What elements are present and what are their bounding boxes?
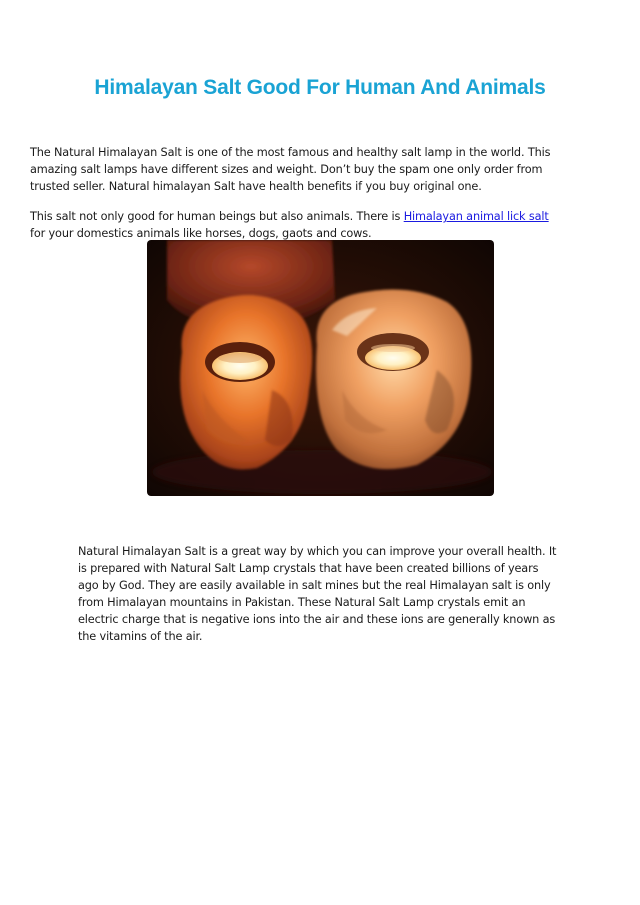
- health-paragraph: Natural Himalayan Salt is a great way by which you can improve your overall health. It is prepared with Natural Salt Lamp crystals that have been created billions of years ago by God. They are easily available in salt mines but the real Himalayan salt is only from Himalayan mountains in Pakistan. These Natural Salt Lamp crystals emit an electric charge that is negative ions into the air and these ions are generally known as the vitamins of the air.: [78, 545, 557, 643]
- animals-paragraph-text-before: This salt not only good for human beings but also animals. There is: [30, 210, 404, 223]
- animals-paragraph-text-after: for your domestics animals like horses, dogs, gaots and cows.: [30, 227, 372, 240]
- animals-paragraph: [30, 208, 550, 242]
- animal-lick-salt-link[interactable]: Himalayan animal lick salt: [403, 210, 549, 223]
- intro-paragraph: The Natural Himalayan Salt is one of the most famous and healthy salt lamp in the world. This amazing salt lamps have different sizes and weight. Don’t buy the spam one only order from trusted seller. Natural himalayan Salt have health benefits if you buy original one.: [30, 146, 551, 193]
- salt-candle-holders-photo: [147, 240, 494, 496]
- page-title: Himalayan Salt Good For Human And Animals: [94, 76, 546, 99]
